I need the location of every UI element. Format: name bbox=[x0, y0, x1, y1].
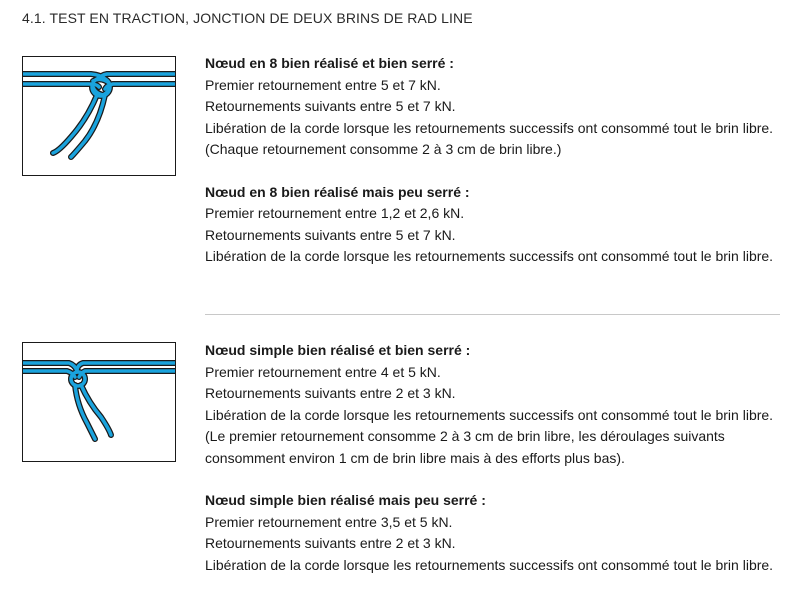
case-line: Retournements suivants entre 5 et 7 kN. bbox=[205, 98, 456, 114]
case-line: Retournements suivants entre 2 et 3 kN. bbox=[205, 535, 456, 551]
case-heading: Nœud en 8 bien réalisé mais peu serré : bbox=[205, 183, 470, 200]
case-line: Premier retournement entre 1,2 et 2,6 kN. bbox=[205, 205, 465, 221]
section-divider bbox=[205, 314, 780, 315]
section-title: 4.1. TEST EN TRACTION, JONCTION DE DEUX BRINS DE RAD LINE bbox=[22, 10, 473, 26]
case-line: Libération de la corde lorsque les retournements successifs ont consommé tout le brin libre. bbox=[205, 556, 774, 573]
case-line: Libération de la corde lorsque les retournements successifs ont consommé tout le brin libre. (Le premier retournement consomme 2 à 3 cm de brin libre, les déroulages suivants consomment environ 1 cm de brin libre mais à des efforts plus bas). bbox=[205, 406, 774, 466]
case-heading: Nœud en 8 bien réalisé et bien serré : bbox=[205, 55, 454, 71]
figure-eight-knot-illustration bbox=[22, 56, 176, 176]
case-line: Premier retournement entre 4 et 5 kN. bbox=[205, 363, 441, 380]
overhand-knot-illustration bbox=[22, 342, 176, 462]
case-heading: Nœud simple bien réalisé mais peu serré : bbox=[205, 492, 486, 508]
case-line: Libération de la corde lorsque les retournements successifs ont consommé tout le brin libre. bbox=[205, 248, 774, 264]
overhand-knot-text bbox=[205, 340, 780, 576]
case-line: Retournements suivants entre 2 et 3 kN. bbox=[205, 385, 456, 401]
case-line: Premier retournement entre 5 et 7 kN. bbox=[205, 76, 441, 93]
case-heading: Nœud simple bien réalisé et bien serré : bbox=[205, 342, 471, 358]
case-line: Libération de la corde lorsque les retournements successifs ont consommé tout le brin libre. (Chaque retournement consomme 2 à 3 cm de brin libre.) bbox=[205, 119, 774, 157]
figure-eight-knot-text bbox=[205, 53, 780, 268]
case-line: Premier retournement entre 3,5 et 5 kN. bbox=[205, 513, 453, 530]
case-line: Retournements suivants entre 5 et 7 kN. bbox=[205, 226, 456, 243]
